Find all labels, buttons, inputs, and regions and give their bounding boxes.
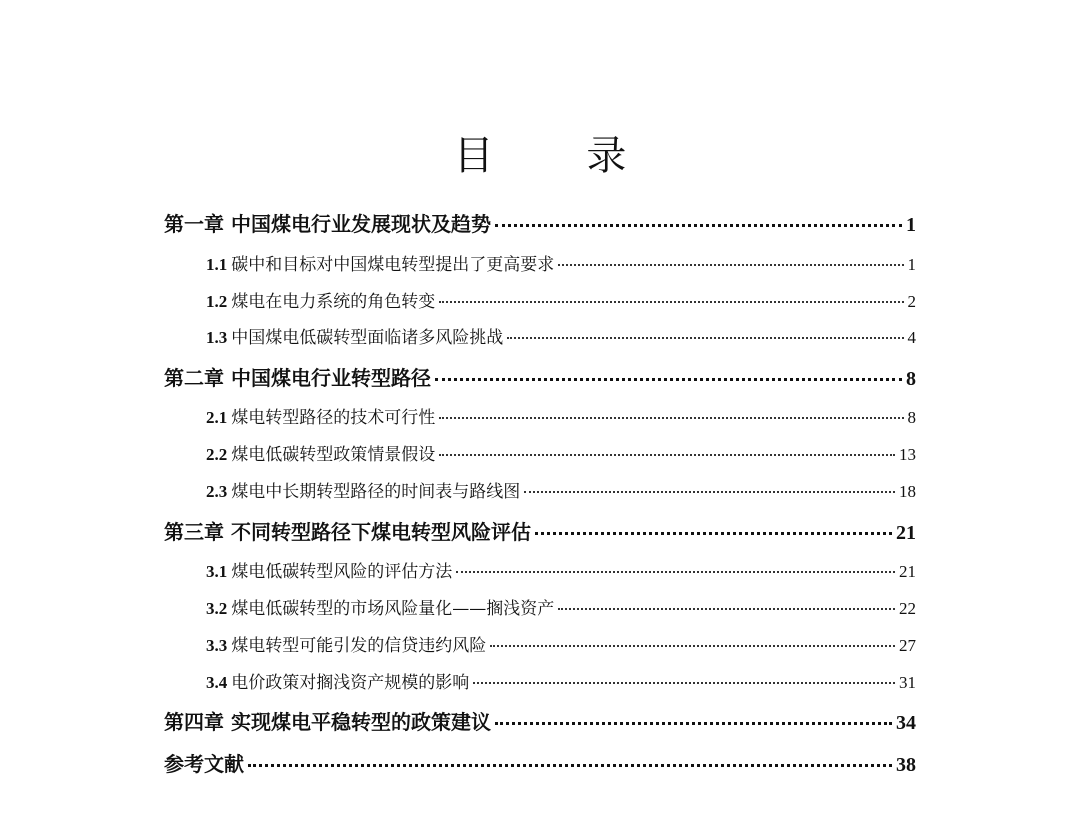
toc-entry-label	[206, 287, 435, 312]
toc-entry-text: 煤电低碳转型的市场风险量化——搁浅资产	[231, 599, 555, 619]
toc-page-number: 34	[896, 712, 916, 734]
toc-entry-label	[164, 516, 531, 545]
toc-section-number: 2.3	[206, 482, 228, 501]
toc-dot-leader	[507, 337, 903, 339]
toc-dot-leader	[456, 571, 895, 573]
toc-section-number: 3.4	[206, 673, 228, 692]
toc-dot-leader	[558, 608, 895, 610]
toc-entry-text: 第四章 实现煤电平稳转型的政策建议	[164, 710, 491, 734]
toc-entry-text: 煤电中长期转型路径的时间表与路线图	[231, 482, 521, 502]
toc-dot-leader	[490, 645, 895, 647]
toc-page-number: 21	[896, 522, 916, 544]
toc-entry-label	[206, 557, 452, 582]
toc-dot-leader	[558, 264, 903, 266]
toc-entry-label	[206, 668, 469, 693]
toc-entry-label	[206, 477, 520, 502]
toc-page-number: 21	[899, 562, 916, 581]
toc-entry-label	[164, 706, 491, 735]
toc-entry-text: 参考文献	[164, 752, 244, 776]
toc-dot-leader	[535, 532, 892, 535]
toc-entry-label	[206, 594, 554, 619]
toc-dot-leader	[439, 301, 903, 303]
toc-dot-leader	[495, 722, 892, 725]
toc-dot-leader	[495, 224, 902, 227]
toc-section-entry[interactable]	[206, 594, 916, 620]
toc-entry-label	[164, 748, 244, 777]
toc-entry-text: 煤电低碳转型风险的评估方法	[231, 562, 453, 582]
toc-entry-text: 煤电在电力系统的角色转变	[231, 292, 436, 312]
toc-section-entry[interactable]	[206, 477, 916, 503]
page-title: 目 录	[453, 133, 667, 179]
toc-entry-label	[206, 250, 554, 275]
toc-section-entry[interactable]	[206, 557, 916, 583]
toc-entry-label	[164, 362, 431, 391]
toc-page-number: 1	[906, 214, 916, 236]
toc-dot-leader	[439, 454, 895, 456]
toc-entry-text: 煤电转型路径的技术可行性	[231, 408, 436, 428]
toc-page-number: 8	[906, 368, 916, 390]
toc-dot-leader	[248, 764, 892, 767]
toc-dot-leader	[524, 491, 895, 493]
toc-entry-label	[164, 208, 491, 237]
toc-entry-text: 第一章 中国煤电行业发展现状及趋势	[164, 212, 491, 236]
toc-page-number: 38	[896, 754, 916, 776]
toc-section-entry[interactable]	[206, 287, 916, 313]
toc-section-number: 2.2	[206, 445, 228, 464]
toc-entry-text: 中国煤电低碳转型面临诸多风险挑战	[231, 328, 504, 348]
toc-section-entry[interactable]	[206, 440, 916, 466]
toc-section-entry[interactable]	[206, 631, 916, 657]
toc-section-entry[interactable]	[206, 323, 916, 349]
toc-entry-text: 碳中和目标对中国煤电转型提出了更高要求	[231, 255, 555, 275]
toc-entry-text: 电价政策对搁浅资产规模的影响	[231, 673, 470, 693]
toc-page-number: 27	[899, 636, 916, 655]
toc-dot-leader	[435, 378, 902, 381]
toc-entry-label	[206, 440, 435, 465]
toc-chapter-entry[interactable]	[164, 706, 916, 734]
toc-entry-text: 煤电转型可能引发的信贷违约风险	[231, 636, 487, 656]
toc-entry-text: 第三章 不同转型路径下煤电转型风险评估	[164, 520, 531, 544]
toc-page-number: 8	[907, 408, 916, 427]
toc-page-number: 4	[907, 328, 916, 347]
toc-page-number: 2	[907, 292, 916, 311]
toc-entry-text: 煤电低碳转型政策情景假设	[231, 445, 436, 465]
toc-section-entry[interactable]	[206, 668, 916, 694]
toc-chapter-entry[interactable]	[164, 208, 916, 236]
toc-section-number: 3.1	[206, 562, 228, 581]
toc-page-number: 1	[907, 255, 916, 274]
toc-chapter-entry[interactable]	[164, 748, 916, 776]
toc-page-number: 22	[899, 599, 916, 618]
toc-section-number: 1.1	[206, 255, 228, 274]
toc-chapter-entry[interactable]	[164, 516, 916, 544]
toc-section-number: 1.3	[206, 328, 228, 347]
toc-entry-label	[206, 631, 486, 656]
toc-entry-label	[206, 403, 435, 428]
toc-page-number: 13	[899, 445, 916, 464]
toc-chapter-entry[interactable]	[164, 362, 916, 390]
toc-page-number: 31	[899, 673, 916, 692]
toc-entry-text: 第二章 中国煤电行业转型路径	[164, 366, 431, 390]
toc-section-number: 1.2	[206, 292, 228, 311]
toc-section-entry[interactable]	[206, 250, 916, 276]
toc-dot-leader	[473, 682, 895, 684]
toc-entry-label	[206, 323, 503, 348]
toc-section-entry[interactable]	[206, 403, 916, 429]
toc-section-number: 3.3	[206, 636, 228, 655]
toc-page-number: 18	[899, 482, 916, 501]
toc-section-number: 3.2	[206, 599, 228, 618]
toc-section-number: 2.1	[206, 408, 228, 427]
toc-dot-leader	[439, 417, 903, 419]
